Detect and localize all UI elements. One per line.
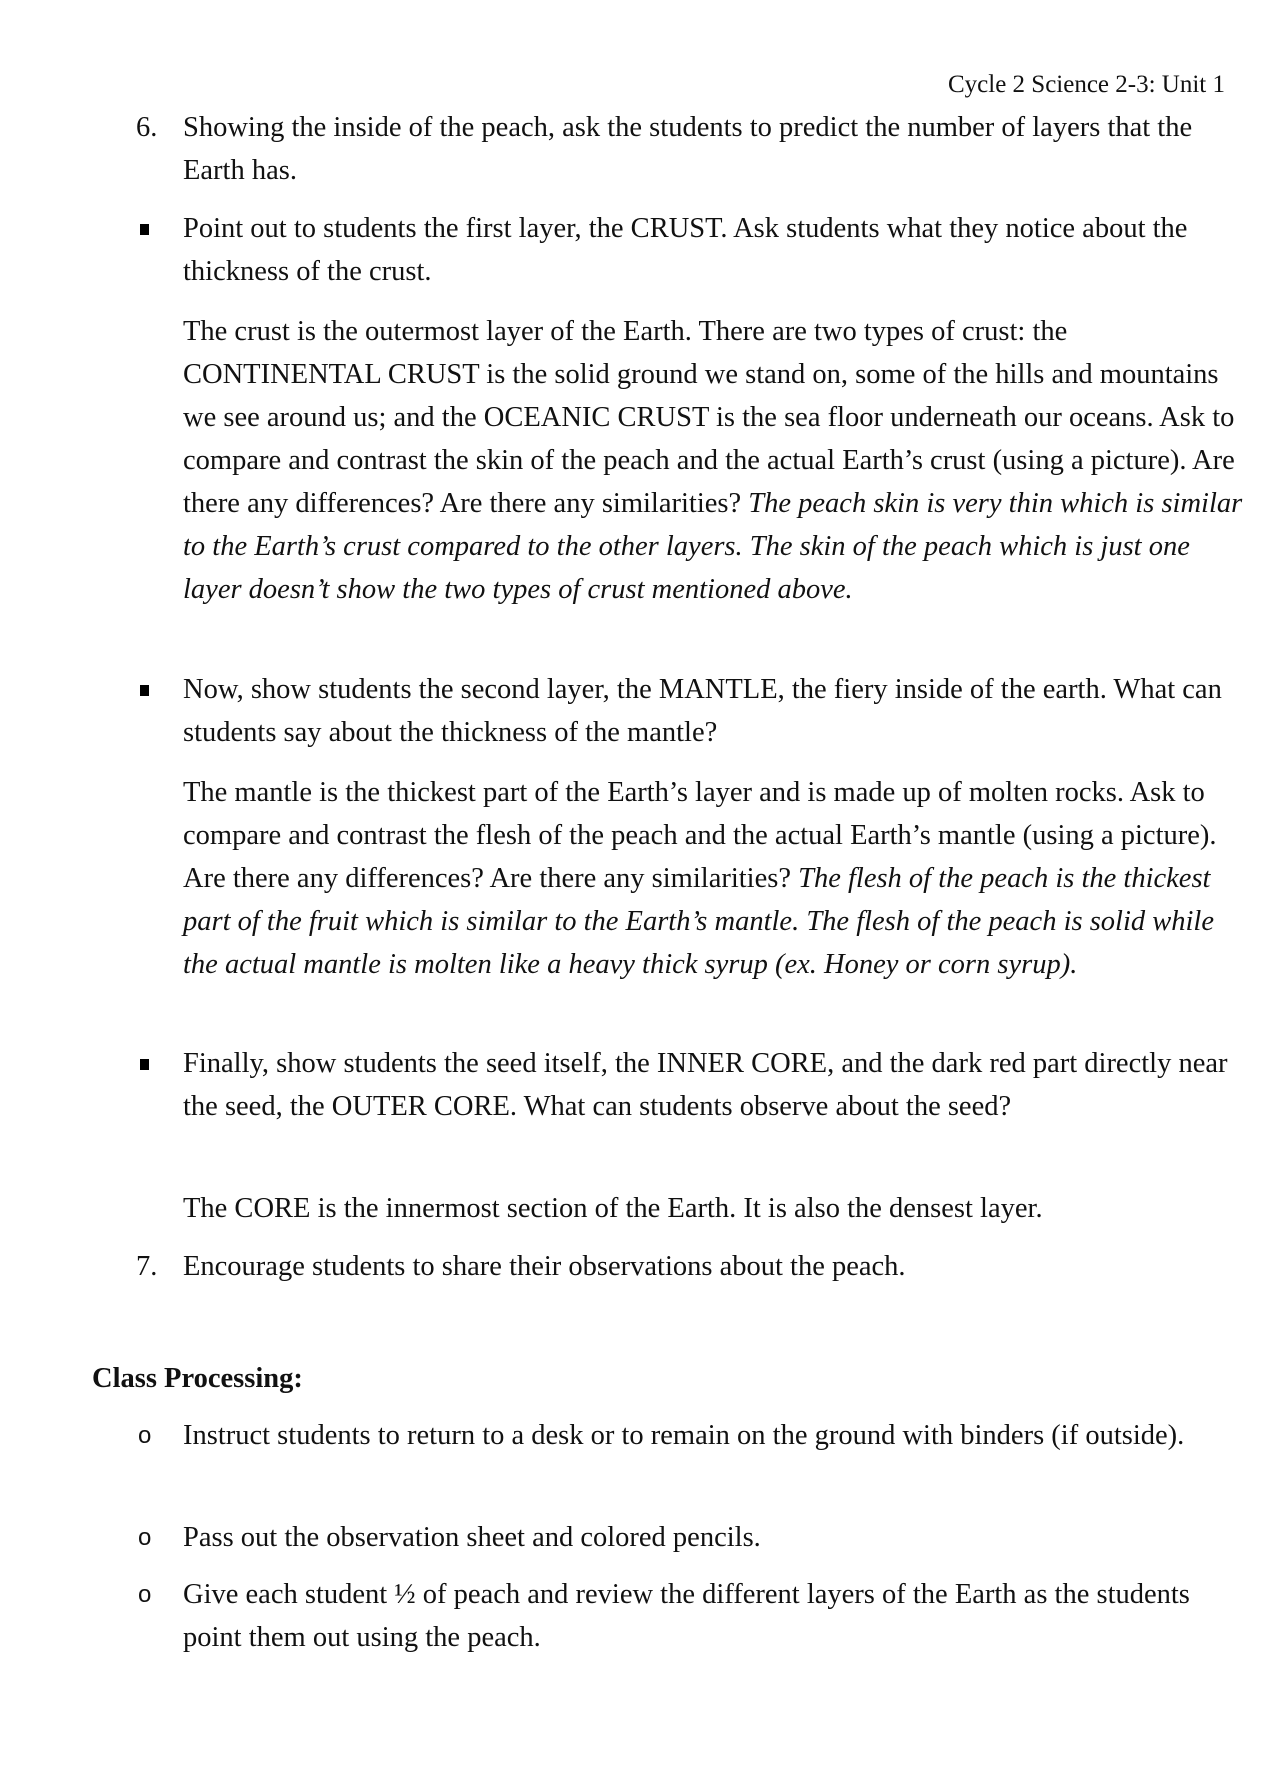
bullet-text: Finally, show students the seed itself, the INNER CORE, and the dark red part directly near the seed, the OUTER CORE. What can students observe about the seed? [183,1048,1228,1122]
page-header: Cycle 2 Science 2-3: Unit 1 [947,71,1225,98]
circle-bullet-icon: o [138,1581,152,1608]
processing-item: Instruct students to return to a desk or to remain on the ground with binders (if outside). [183,1420,1185,1451]
processing-item: Pass out the observation sheet and colored pencils. [183,1522,761,1553]
step-number: 6. [136,112,158,143]
square-bullet-icon [140,1059,149,1070]
section-heading: Class Processing: [92,1363,303,1394]
processing-item: Give each student ½ of peach and review the different layers of the Earth as the students point them out using the peach. [183,1579,1190,1653]
explanation-text: The mantle is the thickest part of the Earth’s layer and is made up of molten rocks. Ask to compare and contrast the flesh of the peach and the actual Earth’s mantle (using a picture). Are there any differences? Are there any similarities? [183,777,1217,894]
bullet-text: Point out to students the first layer, the CRUST. Ask students what they notice about the thickness of the crust. [183,213,1188,287]
step-number: 7. [136,1251,158,1282]
step-text: Encourage students to share their observations about the peach. [183,1251,906,1282]
explanation-paragraph [183,310,1243,611]
explanation-paragraph [183,771,1243,986]
square-bullet-icon [140,685,149,696]
explanation-text: The crust is the outermost layer of the Earth. There are two types of crust: the CONTINENTAL CRUST is the solid ground we stand on, some of the hills and mountains we see around us; and the OCEANIC CRUST is the sea floor underneath our oceans. Ask to compare and contrast the skin of the peach and the actual Earth’s crust (using a picture). Are there any differences? Are there any similarities? [183,316,1235,519]
step-text: Showing the inside of the peach, ask the students to predict the number of layers that the Earth has. [183,112,1193,186]
bullet-text: Now, show students the second layer, the MANTLE, the fiery inside of the earth. What can students say about the thickness of the mantle? [183,674,1222,748]
circle-bullet-icon: o [138,1524,152,1551]
square-bullet-icon [140,224,149,235]
answer-text: The peach skin is very thin which is similar to the Earth’s crust compared to the other layers. The skin of the peach which is just one layer doesn’t show the two types of crust mentioned above. [183,488,1243,605]
explanation-paragraph: The CORE is the innermost section of the Earth. It is also the densest layer. [183,1193,1043,1224]
answer-text: The flesh of the peach is the thickest part of the fruit which is similar to the Earth’s mantle. The flesh of the peach is solid while the actual mantle is molten like a heavy thick syrup (ex. Honey or corn syrup). [183,863,1214,980]
circle-bullet-icon: o [138,1422,152,1449]
